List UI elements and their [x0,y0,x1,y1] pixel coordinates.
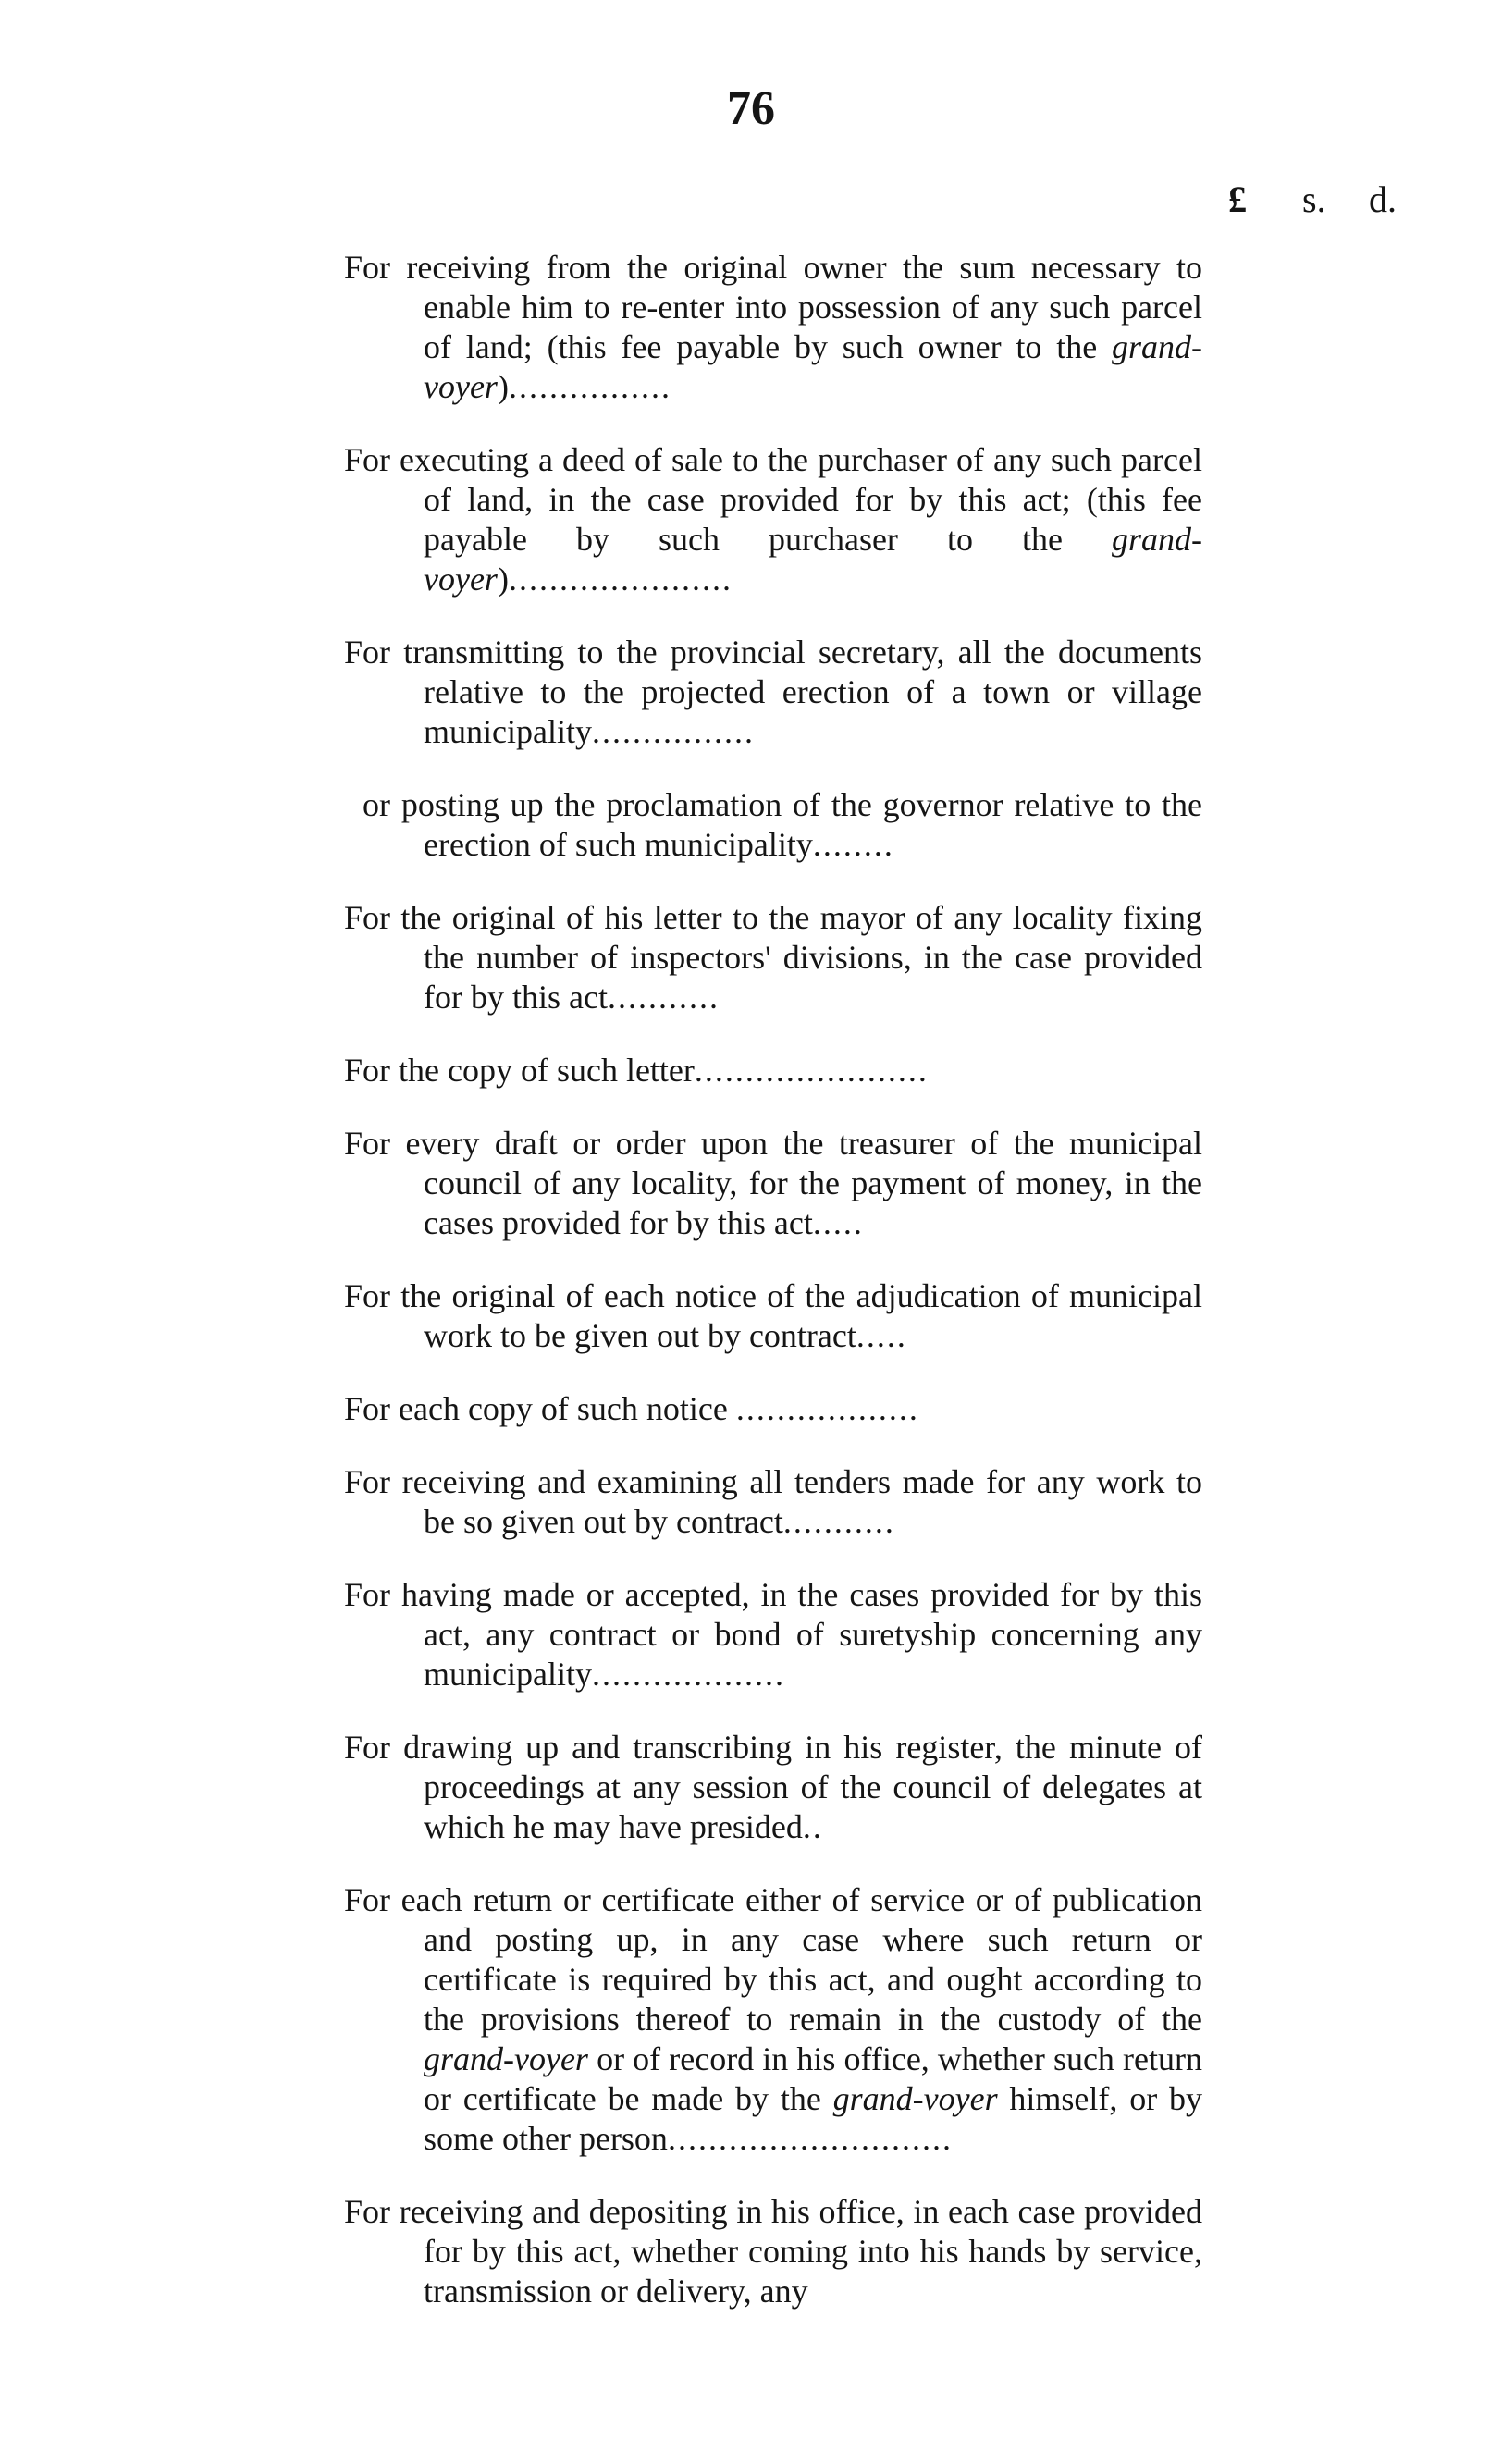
entry-text-2: or of record in his office, whether such return or certificate be made by the [424,2040,1202,2117]
dot-leader: ..... [812,1204,864,1241]
entry-text: For the copy of such letter [344,1052,695,1089]
dot-leader: .. [802,1808,823,1845]
fee-entry [344,1575,1202,1694]
fee-entry [344,1462,1202,1542]
dot-leader: ..... [856,1317,907,1354]
fee-entry [344,633,1202,752]
dot-leader: ........ [812,826,894,863]
fee-entries [344,215,1202,2311]
entry-text: For executing a deed of sale to the purchaser of any such parcel of land, in the case provided for by this act; (this fee payable by such purchaser to the [344,441,1202,558]
entry-text-3: himself, or by some other person [424,2080,1202,2157]
pound-column-header: £ [1228,179,1247,220]
entry-text: For each copy of such notice [344,1390,728,1427]
dot-leader: ...................... [508,561,733,598]
fee-entry [344,1051,1202,1090]
entry-text-after: ) [497,561,509,598]
entry-text: For receiving and depositing in his office, in each case provided for by this act, whether coming into his hands by service, transmission or delivery, any [344,2193,1202,2310]
dot-leader: .................. [735,1390,919,1427]
entry-italic: grand-voyer [424,2040,588,2077]
entry-text: For drawing up and transcribing in his register, the minute of proceedings at any session of the council of delegates at which he may have presided [344,1729,1202,1845]
entry-italic: grand-voyer [424,328,1203,405]
dot-leader: ................... [591,1656,785,1693]
dot-leader: ........... [607,979,720,1016]
entry-text: or posting up the proclamation of the governor relative to the erection of such municipality [363,786,1202,863]
fee-entry [344,1389,1202,1429]
entry-text: For the original of each notice of the adjudication of municipal work to be given out by contract [344,1277,1202,1354]
fee-entry [344,2192,1202,2311]
fee-entry [344,1880,1202,2159]
dot-leader: ........... [782,1503,895,1540]
page-number: 76 [727,82,775,135]
entry-text: For the original of his letter to the mayor of any locality fixing the number of inspectors' divisions, in the case provided for by this act [344,899,1202,1016]
entry-italic-2: grand-voyer [832,2080,998,2117]
dot-leader: ................ [591,713,755,750]
shillings-column-header: s. [1302,179,1326,220]
entry-italic: grand-voyer [424,521,1202,598]
fee-entry [344,785,1202,865]
fee-entry [344,440,1202,599]
pence-column-header: d. [1369,179,1397,220]
entry-text: For every draft or order upon the treasurer of the municipal council of any locality, for the payment of money, in the cases provided for by this act [344,1125,1202,1241]
entry-text: For receiving and examining all tenders made for any work to be so given out by contract [344,1463,1202,1540]
fee-entry [344,1124,1202,1243]
entry-text: For receiving from the original owner the sum necessary to enable him to re-enter into possession of any such parcel of land; (this fee payable by such owner to the [344,249,1202,365]
entry-text: For having made or accepted, in the cases provided for by this act, any contract or bond of suretyship concerning any municipality [344,1576,1202,1693]
fee-entry [344,1728,1202,1847]
fee-entry [344,1276,1202,1356]
fee-entry [344,248,1202,407]
entry-text: For transmitting to the provincial secretary, all the documents relative to the projected erection of a town or village municipality [344,634,1202,750]
dot-leader: ....................... [694,1052,929,1089]
dot-leader: ............................ [667,2120,953,2157]
fee-entry [344,898,1202,1017]
entry-text-after: ) [497,368,509,405]
dot-leader: ................ [508,368,671,405]
entry-text: For each return or certificate either of service or of publication and posting up, in any case where such return or certificate is required by this act, and ought according to the provisions thereof to remain in the custody of the [344,1881,1202,2038]
